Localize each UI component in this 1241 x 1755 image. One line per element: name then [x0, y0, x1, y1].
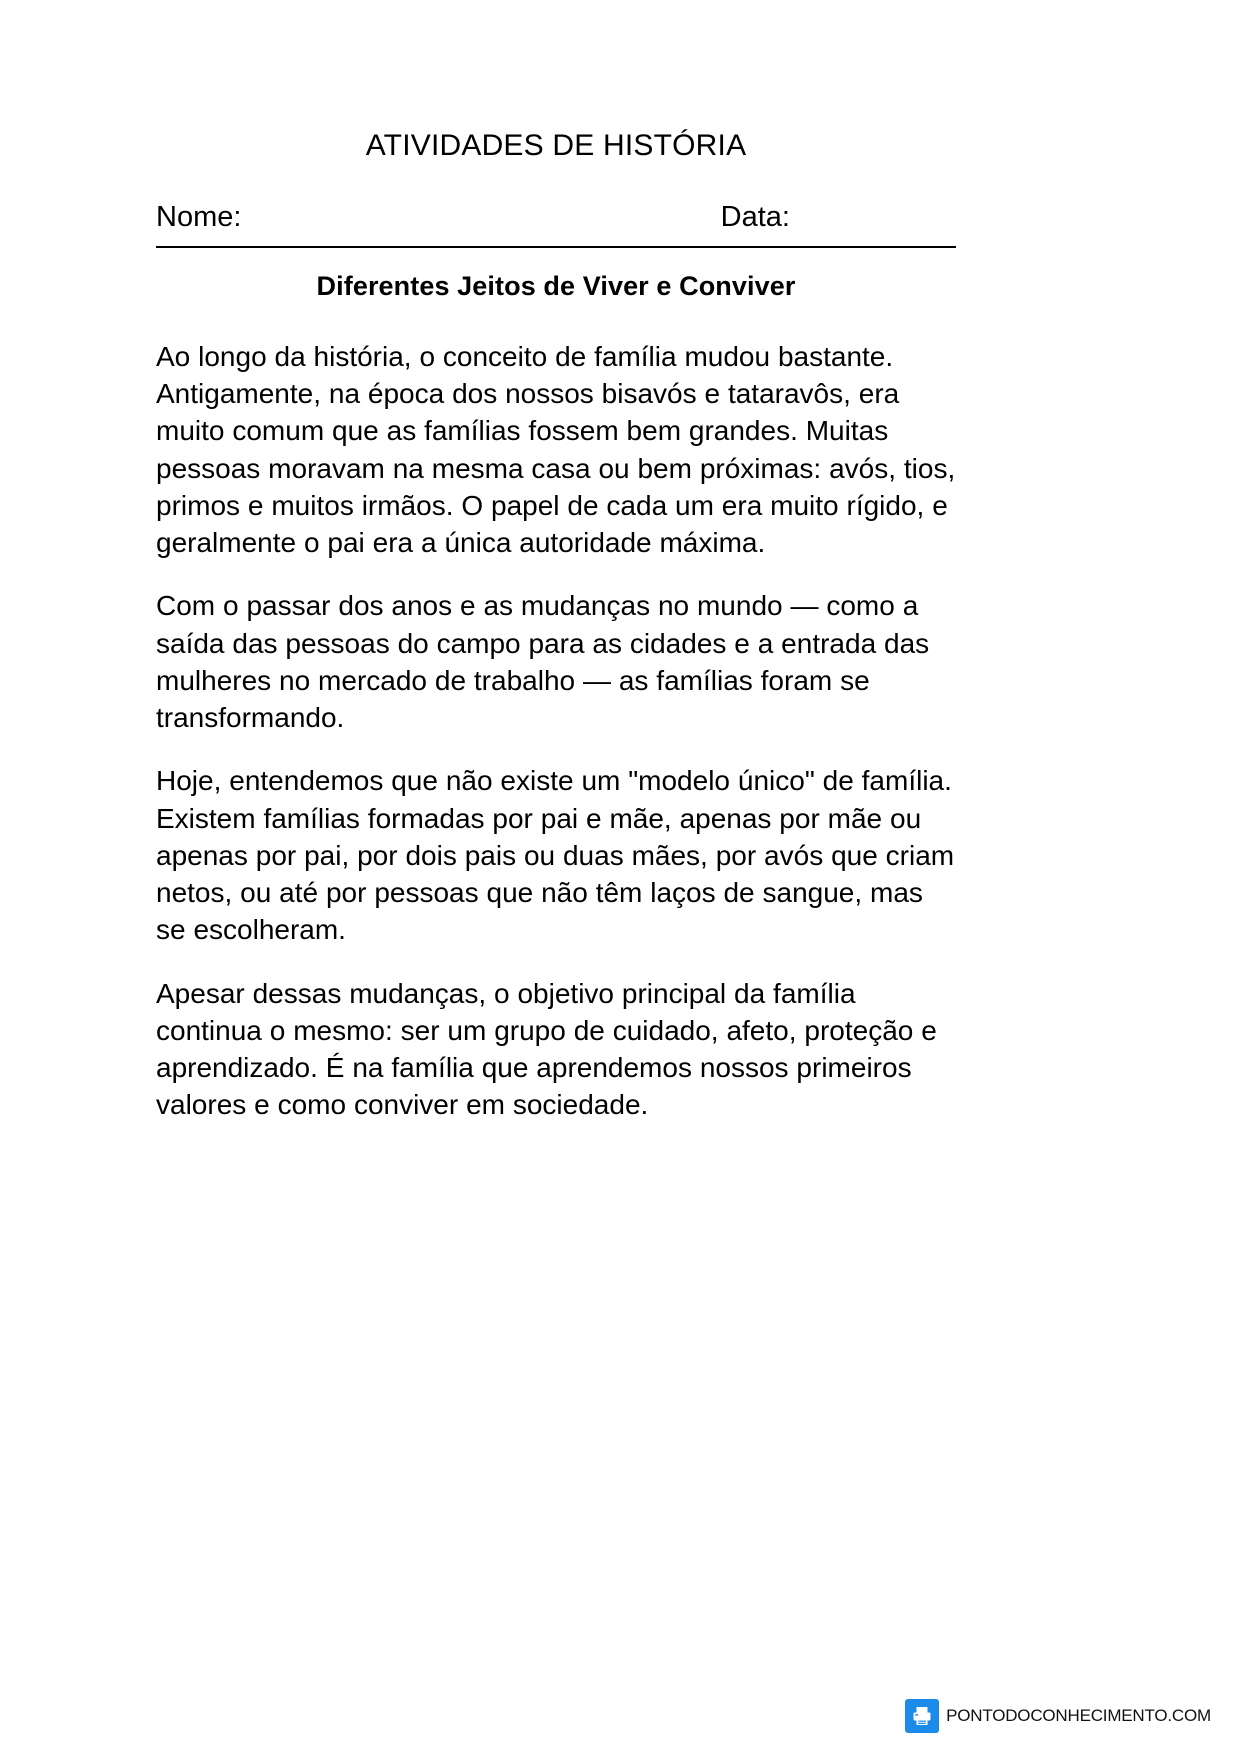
lesson-title: Diferentes Jeitos de Viver e Conviver [316, 271, 796, 301]
printer-icon [905, 1699, 939, 1733]
brand-name: PONTODOCONHECIMENTO.COM [946, 1706, 1211, 1725]
brand-watermark [905, 1699, 1211, 1733]
worksheet-sheet [156, 0, 956, 1149]
name-field-label: Nome: [156, 201, 242, 233]
lesson-paragraph: Com o passar dos anos e as mudanças no mundo — como a saída das pessoas do campo para as cidades e a entrada das mulheres no mercado de trabalho — as famílias foram se transformando. [156, 590, 930, 734]
date-field-label: Data: [720, 201, 790, 233]
lesson-body [156, 338, 956, 1123]
student-info-row [156, 201, 956, 248]
lesson-paragraph: Ao longo da história, o conceito de família mudou bastante. Antigamente, na época dos nossos bisavós e tataravôs, era muito comum que as famílias fossem bem grandes. Muitas pessoas moravam na mesma casa ou bem próximas: avós, tios, primos e muitos irmãos. O papel de cada um era muito rígido, e geralmente o pai era a única autoridade máxima. [156, 341, 956, 559]
lesson-paragraph: Hoje, entendemos que não existe um "modelo único" de família. Existem famílias formadas por pai e mãe, apenas por mãe ou apenas por pai, por dois pais ou duas mães, por avós que criam netos, ou até por pessoas que não têm laços de sangue, mas se escolheram. [156, 765, 955, 946]
worksheet-title: ATIVIDADES DE HISTÓRIA [365, 129, 747, 162]
lesson-paragraph: Apesar dessas mudanças, o objetivo principal da família continua o mesmo: ser um grupo de cuidado, afeto, proteção e aprendizado. É na família que aprendemos nossos primeiros valores e como conviver em sociedade. [156, 977, 937, 1121]
